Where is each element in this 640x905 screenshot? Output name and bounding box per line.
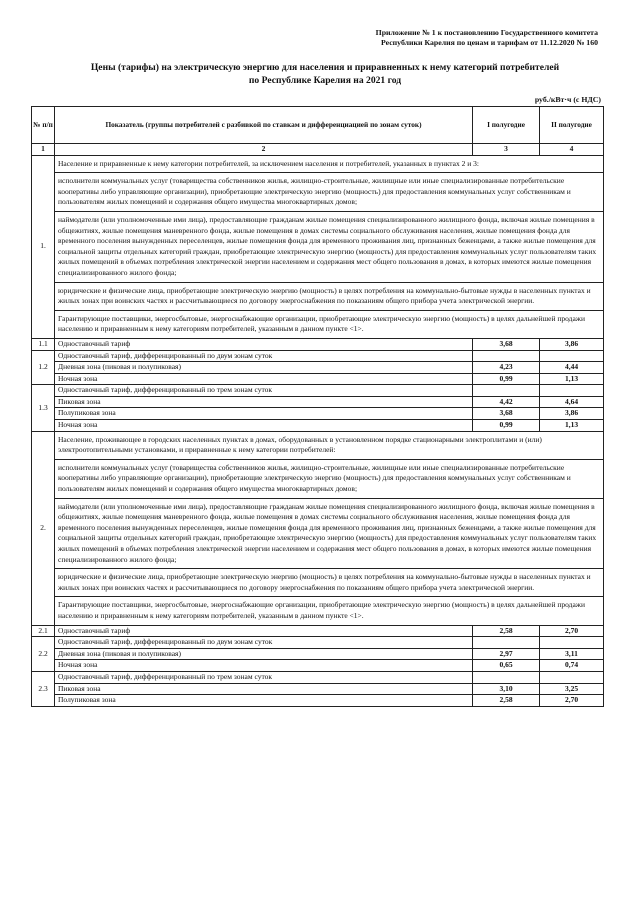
column-number: 2 [55,144,473,156]
table-row [32,597,604,625]
tariff-label: Одноставочный тариф [55,338,473,350]
group-item: наймодатели (или уполномоченные ими лица), предоставляющие гражданам жилые помещения специализированного жилищного фонда, включая жилые помещения в общежитиях, жилые помещения маневренного фонда, жилые помещения в домах системы социального обслуживания населения, жилые помещения фонда для временного поселения вынужденных переселенцев, жилые помещения фонда для временного проживания лиц, признанных беженцами, а также жилые помещения для социальной защиты отдельных категорий граждан, приобретающие электрическую энергию (мощность) для предоставления коммунальных услуг пользователям таких жилых помещений в объемах потребления электрической энергии населением и содержания мест общего пользования в домах, в которых имеются жилые помещения специализированного жилого фонда; [55,498,604,569]
col-header-h2: II полугодие [540,107,604,144]
price-h1: 0,99 [473,373,540,385]
table-row [32,310,604,338]
table-row [32,173,604,212]
price-h2: 4,44 [540,362,604,374]
empty-cell [473,385,540,397]
price-h1: 0,65 [473,660,540,672]
table-row [32,683,604,695]
table-header-row [32,107,604,144]
price-h2: 2,70 [540,625,604,637]
table-row [32,660,604,672]
zone-label: Пиковая зона [55,683,473,695]
empty-cell [473,637,540,649]
zone-label: Ночная зона [55,373,473,385]
table-row [32,671,604,683]
price-h2: 3,86 [540,408,604,420]
zone-label: Дневная зона (пиковая и полупиковая) [55,362,473,374]
tariff-label: Одноставочный тариф, дифференцированный по трем зонам суток [55,671,473,683]
empty-cell [540,637,604,649]
group-item: Гарантирующие поставщики, энергосбытовые, энергоснабжающие организации, приобретающие электрическую энергию (мощность) в целях дальнейшей продажи населению и приравненным к нему категориям потребителей, указанным в данном пункте <1>. [55,597,604,625]
row-number: 1. [32,155,55,338]
table-row [32,155,604,173]
title-line: по Республике Карелия на 2021 год [248,74,402,86]
empty-cell [540,671,604,683]
column-number: 4 [540,144,604,156]
group-item: Гарантирующие поставщики, энергосбытовые, энергоснабжающие организации, приобретающие электрическую энергию (мощность) в целях дальнейшей продажи населению и приравненным к нему категориям потребителей, указанным в данном пункте <1>. [55,310,604,338]
table-row [32,648,604,660]
table-row [32,350,604,362]
group-intro: Население и приравненные к нему категории потребителей, за исключением населения и потребителей, указанных в пунктах 2 и 3: [55,155,604,173]
empty-cell [540,385,604,397]
appendix-note [298,28,598,48]
tariff-label: Одноставочный тариф, дифференцированный по двум зонам суток [55,350,473,362]
price-h2: 3,25 [540,683,604,695]
title-line: Цены (тарифы) на электрическую энергию для населения и приравненных к нему категорий потребителей [90,62,560,73]
table-row [32,695,604,707]
table-row [32,459,604,498]
tariff-label: Одноставочный тариф, дифференцированный по трем зонам суток [55,385,473,397]
appendix-line: Приложение № 1 к постановлению Государственного комитета [375,28,598,37]
table-row [32,498,604,569]
row-number: 2.3 [32,671,55,706]
row-number: 2.2 [32,637,55,672]
tariff-label: Одноставочный тариф [55,625,473,637]
table-row [32,338,604,350]
table-row [32,373,604,385]
empty-cell [473,671,540,683]
price-h1: 2,58 [473,695,540,707]
tariff-table [31,106,604,707]
empty-cell [473,350,540,362]
zone-label: Дневная зона (пиковая и полупиковая) [55,648,473,660]
zone-label: Полупиковая зона [55,408,473,420]
column-number: 3 [473,144,540,156]
row-number: 1.3 [32,385,55,431]
price-h2: 0,74 [540,660,604,672]
price-h2: 1,13 [540,420,604,432]
price-h1: 0,99 [473,420,540,432]
table-row [32,569,604,597]
price-h1: 4,42 [473,396,540,408]
table-row [32,431,604,459]
col-header-num: № п/п [32,107,55,144]
group-item: исполнители коммунальных услуг (товарищества собственников жилья, жилищно-строительные, жилищные или иные специализированные потребительские кооперативы либо управляющие организации), приобретающие электрическую энергию (мощность) для предоставления коммунальных услуг собственникам и пользователям жилых помещений и содержания общего имущества многоквартирных домов; [55,173,604,212]
group-item: наймодатели (или уполномоченные ими лица), предоставляющие гражданам жилые помещения специализированного жилищного фонда, включая жилые помещения в общежитиях, жилые помещения маневренного фонда, жилые помещения в домах системы социального обслуживания населения, жилые помещения фонда для временного поселения вынужденных переселенцев, жилые помещения фонда для временного проживания лиц, признанных беженцами, а также жилые помещения для социальной защиты отдельных категорий граждан, приобретающие электрическую энергию (мощность) для предоставления коммунальных услуг пользователям таких жилых помещений в объемах потребления электрической энергии населением и содержания мест общего пользования в домах, в которых имеются жилые помещения специализированного жилого фонда; [55,211,604,282]
price-h1: 2,97 [473,648,540,660]
price-h2: 3,11 [540,648,604,660]
column-number: 1 [32,144,55,156]
col-header-indicator: Показатель (группы потребителей с разбивкой по ставкам и дифференциацией по зонам суток) [55,107,473,144]
table-row [32,385,604,397]
table-row [32,420,604,432]
row-number: 2. [32,431,55,625]
price-h2: 4,64 [540,396,604,408]
column-numbers-row [32,144,604,156]
group-item: юридические и физические лица, приобретающие электрическую энергию (мощность) в целях потребления на коммунально-бытовые нужды в населенных пунктах и жилых зонах при воинских частях и рассчитывающиеся по договору энергоснабжения по показаниям общего прибора учета электрической энергии. [55,569,604,597]
zone-label: Ночная зона [55,420,473,432]
price-h2: 2,70 [540,695,604,707]
price-h1: 2,58 [473,625,540,637]
group-item: исполнители коммунальных услуг (товарищества собственников жилья, жилищно-строительные, жилищные или иные специализированные потребительские кооперативы либо управляющие организации), приобретающие электрическую энергию (мощность) для предоставления коммунальных услуг собственникам и пользователям жилых помещений и содержания общего имущества многоквартирных домов; [55,459,604,498]
table-row [32,211,604,282]
row-number: 1.1 [32,338,55,350]
empty-cell [540,350,604,362]
price-h1: 3,68 [473,338,540,350]
row-number: 2.1 [32,625,55,637]
col-header-h1: I полугодие [473,107,540,144]
zone-label: Ночная зона [55,660,473,672]
group-intro: Население, проживающее в городских населенных пунктах в домах, оборудованных в установленном порядке стационарными электроплитами и (или) электроотопительными установками, и приравненные к нему категории потребителей: [55,431,604,459]
table-row [32,408,604,420]
document-title [60,62,590,87]
unit-label: руб./кВт·ч (с НДС) [534,95,601,104]
table-row [32,396,604,408]
table-row [32,282,604,310]
price-h2: 1,13 [540,373,604,385]
table-row [32,637,604,649]
table-row [32,362,604,374]
price-h2: 3,86 [540,338,604,350]
row-number: 1.2 [32,350,55,385]
tariff-label: Одноставочный тариф, дифференцированный по двум зонам суток [55,637,473,649]
appendix-line: Республики Карелия по ценам и тарифам от 11.12.2020 № 160 [381,38,598,47]
price-h1: 4,23 [473,362,540,374]
zone-label: Пиковая зона [55,396,473,408]
zone-label: Полупиковая зона [55,695,473,707]
group-item: юридические и физические лица, приобретающие электрическую энергию (мощность) в целях потребления на коммунально-бытовые нужды в населенных пунктах и жилых зонах при воинских частях и рассчитывающиеся по договору энергоснабжения по показаниям общего прибора учета электрической энергии. [55,282,604,310]
price-h1: 3,10 [473,683,540,695]
price-h1: 3,68 [473,408,540,420]
table-row [32,625,604,637]
